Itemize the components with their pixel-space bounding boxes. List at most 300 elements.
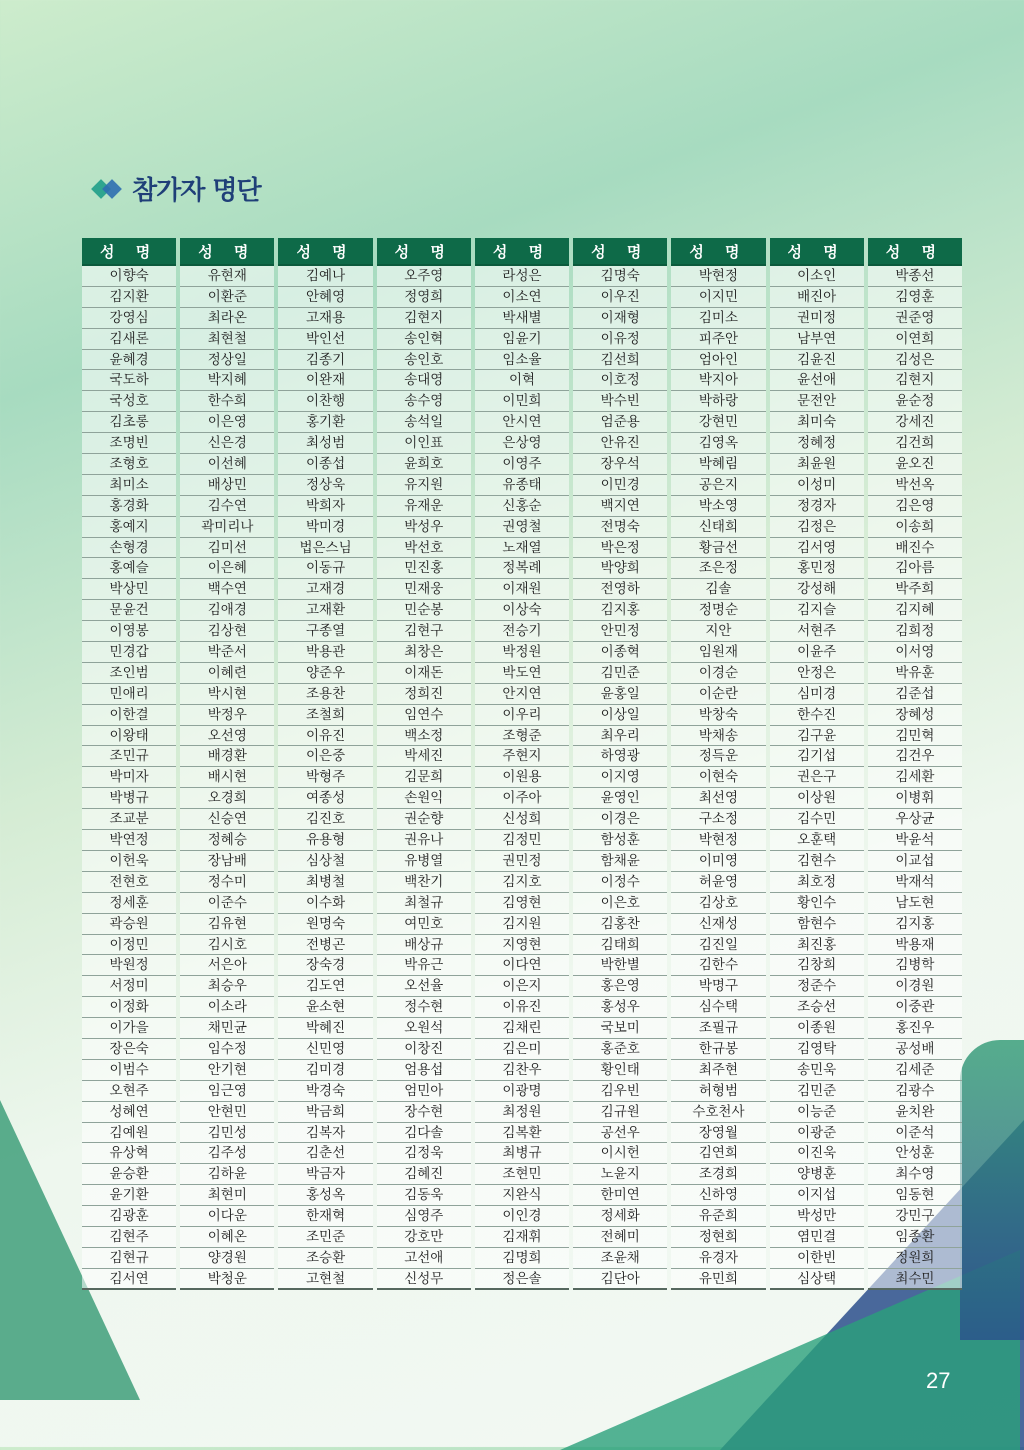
participant-name-cell: 이가을 xyxy=(82,1018,176,1039)
participant-name-cell: 이능준 xyxy=(770,1102,864,1123)
participant-name-cell: 이종원 xyxy=(770,1018,864,1039)
roster-column xyxy=(377,238,471,1290)
participant-name-cell: 이종섭 xyxy=(278,454,372,475)
participant-name-cell: 김시호 xyxy=(180,935,274,956)
participant-name-cell: 조현민 xyxy=(475,1164,569,1185)
participant-name-cell: 김문희 xyxy=(377,767,471,788)
participant-name-cell: 윤혜경 xyxy=(82,350,176,371)
participant-name-cell: 김현지 xyxy=(868,370,962,391)
participant-name-cell: 배진수 xyxy=(868,538,962,559)
column-header: 성 명 xyxy=(671,238,765,266)
participant-name-cell: 박채송 xyxy=(671,726,765,747)
participant-name-cell: 이소연 xyxy=(475,287,569,308)
participant-name-cell: 이정민 xyxy=(82,935,176,956)
participant-name-cell: 여종성 xyxy=(278,788,372,809)
participant-name-cell: 이원용 xyxy=(475,767,569,788)
participant-name-cell: 박재석 xyxy=(868,872,962,893)
participant-name-cell: 김혜진 xyxy=(377,1164,471,1185)
participant-name-cell: 이혁 xyxy=(475,370,569,391)
participant-name-cell: 이헌욱 xyxy=(82,851,176,872)
participant-name-cell: 김새론 xyxy=(82,329,176,350)
participant-name-cell: 이교섭 xyxy=(868,851,962,872)
participant-name-cell: 조승선 xyxy=(770,997,864,1018)
participant-name-cell: 김광수 xyxy=(868,1081,962,1102)
participant-name-cell: 정득운 xyxy=(671,746,765,767)
participant-name-cell: 박지혜 xyxy=(180,370,274,391)
participant-name-cell: 조철희 xyxy=(278,705,372,726)
participant-name-cell: 오현주 xyxy=(82,1081,176,1102)
participant-name-cell: 김지홍 xyxy=(868,914,962,935)
participant-name-cell: 김춘선 xyxy=(278,1143,372,1164)
participant-name-cell: 권준영 xyxy=(868,308,962,329)
participant-name-cell: 김동욱 xyxy=(377,1185,471,1206)
participant-name-cell: 이유진 xyxy=(475,997,569,1018)
participant-name-cell: 이호정 xyxy=(573,370,667,391)
participant-name-cell: 김초롱 xyxy=(82,412,176,433)
participant-name-cell: 고재경 xyxy=(278,579,372,600)
participant-name-cell: 이환준 xyxy=(180,287,274,308)
participant-name-cell: 박금자 xyxy=(278,1164,372,1185)
participant-name-cell: 민순봉 xyxy=(377,600,471,621)
participant-name-cell: 이정화 xyxy=(82,997,176,1018)
participant-name-cell: 박연정 xyxy=(82,830,176,851)
participant-name-cell: 박시현 xyxy=(180,684,274,705)
participant-name-cell: 신은경 xyxy=(180,433,274,454)
participant-name-cell: 심수택 xyxy=(671,997,765,1018)
participant-name-cell: 안시연 xyxy=(475,412,569,433)
participant-name-cell: 유병열 xyxy=(377,851,471,872)
participant-name-cell: 신하영 xyxy=(671,1185,765,1206)
participant-name-cell: 유민희 xyxy=(671,1269,765,1290)
participant-name-cell: 김진일 xyxy=(671,935,765,956)
participant-name-cell: 최미숙 xyxy=(770,412,864,433)
participant-name-cell: 남도현 xyxy=(868,893,962,914)
participant-name-cell: 법은스님 xyxy=(278,538,372,559)
participant-name-cell: 이은중 xyxy=(278,746,372,767)
participant-name-cell: 고선애 xyxy=(377,1248,471,1269)
participant-name-cell: 김지홍 xyxy=(573,600,667,621)
participant-name-cell: 서현주 xyxy=(770,621,864,642)
participant-name-cell: 백소정 xyxy=(377,726,471,747)
participant-name-cell: 김종기 xyxy=(278,350,372,371)
participant-name-cell: 안정은 xyxy=(770,663,864,684)
participant-name-cell: 박선옥 xyxy=(868,475,962,496)
participant-name-cell: 권유나 xyxy=(377,830,471,851)
participant-name-cell: 이인경 xyxy=(475,1206,569,1227)
participant-name-cell: 이지섭 xyxy=(770,1185,864,1206)
participant-name-cell: 이재형 xyxy=(573,308,667,329)
participant-name-cell: 이영주 xyxy=(475,454,569,475)
participant-name-cell: 강민구 xyxy=(868,1206,962,1227)
participant-name-cell: 이미영 xyxy=(671,851,765,872)
participant-name-cell: 성혜연 xyxy=(82,1102,176,1123)
participant-name-cell: 문전안 xyxy=(770,391,864,412)
participant-name-cell: 유용형 xyxy=(278,830,372,851)
participant-name-cell: 박종선 xyxy=(868,266,962,287)
participant-name-cell: 송민욱 xyxy=(770,1060,864,1081)
participant-name-cell: 안혜영 xyxy=(278,287,372,308)
participant-name-cell: 박주희 xyxy=(868,579,962,600)
participant-name-cell: 한미연 xyxy=(573,1185,667,1206)
participant-name-cell: 박새별 xyxy=(475,308,569,329)
participant-name-cell: 안기현 xyxy=(180,1060,274,1081)
participant-name-cell: 유경자 xyxy=(671,1248,765,1269)
column-header: 성 명 xyxy=(82,238,176,266)
participant-name-cell: 김수민 xyxy=(770,809,864,830)
participant-name-cell: 이광명 xyxy=(475,1081,569,1102)
participant-name-cell: 지완식 xyxy=(475,1185,569,1206)
participant-roster-table xyxy=(82,238,962,1290)
participant-name-cell: 신태희 xyxy=(671,517,765,538)
participant-name-cell: 김현주 xyxy=(82,1227,176,1248)
participant-name-cell: 안민정 xyxy=(573,621,667,642)
participant-name-cell: 양준우 xyxy=(278,663,372,684)
participant-name-cell: 유상혁 xyxy=(82,1143,176,1164)
participant-name-cell: 구종열 xyxy=(278,621,372,642)
participant-name-cell: 박용관 xyxy=(278,642,372,663)
participant-name-cell: 정준수 xyxy=(770,976,864,997)
participant-name-cell: 김유현 xyxy=(180,914,274,935)
participant-name-cell: 전혜미 xyxy=(573,1227,667,1248)
participant-name-cell: 홍기환 xyxy=(278,412,372,433)
participant-name-cell: 수호천사 xyxy=(671,1102,765,1123)
participant-name-cell: 권영철 xyxy=(475,517,569,538)
participant-name-cell: 임수정 xyxy=(180,1039,274,1060)
participant-name-cell: 김태희 xyxy=(573,935,667,956)
participant-name-cell: 허윤영 xyxy=(671,872,765,893)
participant-name-cell: 엄아인 xyxy=(671,350,765,371)
participant-name-cell: 민경갑 xyxy=(82,642,176,663)
participant-name-cell: 전영하 xyxy=(573,579,667,600)
participant-name-cell: 황인수 xyxy=(770,893,864,914)
participant-name-cell: 피주안 xyxy=(671,329,765,350)
participant-name-cell: 김수연 xyxy=(180,496,274,517)
participant-name-cell: 곽미리나 xyxy=(180,517,274,538)
participant-name-cell: 이인표 xyxy=(377,433,471,454)
participant-name-cell: 윤선애 xyxy=(770,370,864,391)
participant-name-cell: 박상민 xyxy=(82,579,176,600)
participant-name-cell: 최병철 xyxy=(278,872,372,893)
participant-name-cell: 조승환 xyxy=(278,1248,372,1269)
participant-name-cell: 윤치완 xyxy=(868,1102,962,1123)
participant-name-cell: 장수현 xyxy=(377,1102,471,1123)
participant-name-cell: 심영주 xyxy=(377,1206,471,1227)
participant-name-cell: 이은호 xyxy=(573,893,667,914)
participant-name-cell: 남부연 xyxy=(770,329,864,350)
participant-name-cell: 김연희 xyxy=(671,1143,765,1164)
participant-name-cell: 김희정 xyxy=(868,621,962,642)
participant-name-cell: 서은아 xyxy=(180,955,274,976)
participant-name-cell: 엄용섭 xyxy=(377,1060,471,1081)
participant-name-cell: 서정미 xyxy=(82,976,176,997)
participant-name-cell: 김민준 xyxy=(770,1081,864,1102)
participant-name-cell: 윤기환 xyxy=(82,1185,176,1206)
participant-name-cell: 이송희 xyxy=(868,517,962,538)
participant-name-cell: 최호정 xyxy=(770,872,864,893)
participant-name-cell: 윤순정 xyxy=(868,391,962,412)
participant-name-cell: 장은숙 xyxy=(82,1039,176,1060)
participant-name-cell: 김홍찬 xyxy=(573,914,667,935)
participant-name-cell: 최우리 xyxy=(573,726,667,747)
participant-name-cell: 신홍순 xyxy=(475,496,569,517)
participant-name-cell: 김예원 xyxy=(82,1123,176,1144)
participant-name-cell: 전명숙 xyxy=(573,517,667,538)
participant-name-cell: 강성해 xyxy=(770,579,864,600)
participant-name-cell: 김복자 xyxy=(278,1123,372,1144)
participant-name-cell: 김은미 xyxy=(475,1039,569,1060)
participant-name-cell: 박미자 xyxy=(82,767,176,788)
participant-name-cell: 양병훈 xyxy=(770,1164,864,1185)
participant-name-cell: 정경자 xyxy=(770,496,864,517)
participant-name-cell: 조민규 xyxy=(82,746,176,767)
participant-name-cell: 라성은 xyxy=(475,266,569,287)
participant-name-cell: 이우리 xyxy=(475,705,569,726)
participant-name-cell: 이혜련 xyxy=(180,663,274,684)
participant-name-cell: 국도하 xyxy=(82,370,176,391)
participant-name-cell: 한수진 xyxy=(770,705,864,726)
participant-name-cell: 이유진 xyxy=(278,726,372,747)
participant-name-cell: 전현호 xyxy=(82,872,176,893)
participant-name-cell: 김복환 xyxy=(475,1123,569,1144)
participant-name-cell: 김지슬 xyxy=(770,600,864,621)
participant-name-cell: 김채린 xyxy=(475,1018,569,1039)
participant-name-cell: 정복례 xyxy=(475,558,569,579)
column-header: 성 명 xyxy=(573,238,667,266)
participant-name-cell: 박희자 xyxy=(278,496,372,517)
participant-name-cell: 한수희 xyxy=(180,391,274,412)
column-header: 성 명 xyxy=(278,238,372,266)
participant-name-cell: 이선혜 xyxy=(180,454,274,475)
participant-name-cell: 이동규 xyxy=(278,558,372,579)
participant-name-cell: 최승우 xyxy=(180,976,274,997)
participant-name-cell: 이준석 xyxy=(868,1123,962,1144)
participant-name-cell: 고현철 xyxy=(278,1269,372,1290)
participant-name-cell: 김미소 xyxy=(671,308,765,329)
participant-name-cell: 민재웅 xyxy=(377,579,471,600)
participant-name-cell: 김정욱 xyxy=(377,1143,471,1164)
participant-name-cell: 임연수 xyxy=(377,705,471,726)
participant-name-cell: 임근영 xyxy=(180,1081,274,1102)
participant-name-cell: 엄민아 xyxy=(377,1081,471,1102)
participant-name-cell: 심미경 xyxy=(770,684,864,705)
participant-name-cell: 안현민 xyxy=(180,1102,274,1123)
participant-name-cell: 정명순 xyxy=(671,600,765,621)
participant-name-cell: 박정원 xyxy=(475,642,569,663)
participant-name-cell: 김은영 xyxy=(868,496,962,517)
participant-name-cell: 김건우 xyxy=(868,746,962,767)
page-number: 27 xyxy=(926,1368,951,1393)
participant-name-cell: 강세진 xyxy=(868,412,962,433)
participant-name-cell: 김규원 xyxy=(573,1102,667,1123)
participant-name-cell: 홍민정 xyxy=(770,558,864,579)
participant-name-cell: 이유정 xyxy=(573,329,667,350)
participant-name-cell: 최정원 xyxy=(475,1102,569,1123)
participant-name-cell: 이재원 xyxy=(475,579,569,600)
participant-name-cell: 손형경 xyxy=(82,538,176,559)
participant-name-cell: 송석일 xyxy=(377,412,471,433)
participant-name-cell: 김예나 xyxy=(278,266,372,287)
column-header: 성 명 xyxy=(377,238,471,266)
participant-name-cell: 박병규 xyxy=(82,788,176,809)
participant-name-cell: 박하랑 xyxy=(671,391,765,412)
participant-name-cell: 홍경화 xyxy=(82,496,176,517)
participant-name-cell: 김세준 xyxy=(868,1060,962,1081)
participant-name-cell: 이수화 xyxy=(278,893,372,914)
participant-name-cell: 김민준 xyxy=(573,663,667,684)
participant-name-cell: 배시현 xyxy=(180,767,274,788)
participant-name-cell: 김한수 xyxy=(671,955,765,976)
participant-name-cell: 김세환 xyxy=(868,767,962,788)
participant-name-cell: 신성무 xyxy=(377,1269,471,1290)
participant-name-cell: 이영봉 xyxy=(82,621,176,642)
participant-name-cell: 김창희 xyxy=(770,955,864,976)
participant-name-cell: 배경환 xyxy=(180,746,274,767)
participant-name-cell: 박준서 xyxy=(180,642,274,663)
participant-name-cell: 박혜림 xyxy=(671,454,765,475)
participant-name-cell: 정상욱 xyxy=(278,475,372,496)
participant-name-cell: 송수영 xyxy=(377,391,471,412)
participant-name-cell: 전승기 xyxy=(475,621,569,642)
participant-name-cell: 오선율 xyxy=(377,976,471,997)
participant-name-cell: 조교분 xyxy=(82,809,176,830)
participant-name-cell: 정희진 xyxy=(377,684,471,705)
participant-name-cell: 한재혁 xyxy=(278,1206,372,1227)
participant-name-cell: 조민준 xyxy=(278,1227,372,1248)
participant-name-cell: 박청운 xyxy=(180,1269,274,1290)
participant-name-cell: 정원희 xyxy=(868,1248,962,1269)
participant-name-cell: 오주영 xyxy=(377,266,471,287)
participant-name-cell: 함채윤 xyxy=(573,851,667,872)
participant-name-cell: 이중관 xyxy=(868,997,962,1018)
participant-name-cell: 김민성 xyxy=(180,1123,274,1144)
participant-name-cell: 박성우 xyxy=(377,517,471,538)
participant-name-cell: 이민희 xyxy=(475,391,569,412)
participant-name-cell: 최현철 xyxy=(180,329,274,350)
participant-name-cell: 권은구 xyxy=(770,767,864,788)
participant-name-cell: 배상민 xyxy=(180,475,274,496)
participant-name-cell: 이상숙 xyxy=(475,600,569,621)
participant-name-cell: 김광훈 xyxy=(82,1206,176,1227)
page-title: 참가자 명단 xyxy=(132,176,261,206)
participant-name-cell: 이경은 xyxy=(573,809,667,830)
participant-name-cell: 손원익 xyxy=(377,788,471,809)
participant-name-cell: 김정은 xyxy=(770,517,864,538)
participant-name-cell: 윤희호 xyxy=(377,454,471,475)
participant-name-cell: 이서영 xyxy=(868,642,962,663)
participant-name-cell: 박소영 xyxy=(671,496,765,517)
participant-name-cell: 정혜승 xyxy=(180,830,274,851)
participant-name-cell: 정세훈 xyxy=(82,893,176,914)
participant-name-cell: 최주현 xyxy=(671,1060,765,1081)
participant-name-cell: 홍성우 xyxy=(573,997,667,1018)
participant-name-cell: 함현수 xyxy=(770,914,864,935)
participant-name-cell: 안유진 xyxy=(573,433,667,454)
participant-name-cell: 박한별 xyxy=(573,955,667,976)
participant-name-cell: 조용찬 xyxy=(278,684,372,705)
participant-name-cell: 유종태 xyxy=(475,475,569,496)
participant-name-cell: 송대영 xyxy=(377,370,471,391)
participant-name-cell: 김서연 xyxy=(82,1269,176,1290)
participant-name-cell: 박미경 xyxy=(278,517,372,538)
participant-name-cell: 김재휘 xyxy=(475,1227,569,1248)
participant-name-cell: 이민경 xyxy=(573,475,667,496)
participant-name-cell: 이혜온 xyxy=(180,1227,274,1248)
participant-name-cell: 김명희 xyxy=(475,1248,569,1269)
participant-name-cell: 강호만 xyxy=(377,1227,471,1248)
participant-name-cell: 이지영 xyxy=(573,767,667,788)
participant-name-cell: 김솔 xyxy=(671,579,765,600)
participant-name-cell: 노재열 xyxy=(475,538,569,559)
participant-name-cell: 이경순 xyxy=(671,663,765,684)
column-header: 성 명 xyxy=(770,238,864,266)
participant-name-cell: 정영희 xyxy=(377,287,471,308)
roster-column xyxy=(82,238,176,1290)
participant-name-cell: 이윤주 xyxy=(770,642,864,663)
participant-name-cell: 홍은영 xyxy=(573,976,667,997)
participant-name-cell: 고재용 xyxy=(278,308,372,329)
participant-name-cell: 권미정 xyxy=(770,308,864,329)
participant-name-cell: 은상영 xyxy=(475,433,569,454)
participant-name-cell: 함성훈 xyxy=(573,830,667,851)
participant-name-cell: 염민결 xyxy=(770,1227,864,1248)
participant-name-cell: 이완재 xyxy=(278,370,372,391)
participant-name-cell: 백지연 xyxy=(573,496,667,517)
participant-name-cell: 정은솔 xyxy=(475,1269,569,1290)
participant-name-cell: 곽승원 xyxy=(82,914,176,935)
participant-name-cell: 박창숙 xyxy=(671,705,765,726)
participant-name-cell: 권민정 xyxy=(475,851,569,872)
participant-name-cell: 김기섭 xyxy=(770,746,864,767)
participant-name-cell: 박성만 xyxy=(770,1206,864,1227)
participant-name-cell: 이소라 xyxy=(180,997,274,1018)
participant-name-cell: 김주성 xyxy=(180,1143,274,1164)
participant-name-cell: 우상균 xyxy=(868,809,962,830)
participant-name-cell: 최수영 xyxy=(868,1164,962,1185)
participant-name-cell: 이다운 xyxy=(180,1206,274,1227)
participant-name-cell: 안지연 xyxy=(475,684,569,705)
participant-name-cell: 김지혜 xyxy=(868,600,962,621)
participant-name-cell: 유현재 xyxy=(180,266,274,287)
participant-name-cell: 이은혜 xyxy=(180,558,274,579)
participant-name-cell: 김애경 xyxy=(180,600,274,621)
participant-name-cell: 김미경 xyxy=(278,1060,372,1081)
column-header: 성 명 xyxy=(475,238,569,266)
page-header xyxy=(92,170,261,207)
participant-name-cell: 이주아 xyxy=(475,788,569,809)
participant-name-cell: 이진욱 xyxy=(770,1143,864,1164)
participant-name-cell: 박은정 xyxy=(573,538,667,559)
participant-name-cell: 송인혁 xyxy=(377,329,471,350)
participant-name-cell: 백수연 xyxy=(180,579,274,600)
column-header: 성 명 xyxy=(868,238,962,266)
participant-name-cell: 홍성옥 xyxy=(278,1185,372,1206)
participant-name-cell: 유지원 xyxy=(377,475,471,496)
participant-name-cell: 김현구 xyxy=(377,621,471,642)
participant-name-cell: 김병학 xyxy=(868,955,962,976)
participant-name-cell: 안성훈 xyxy=(868,1143,962,1164)
participant-name-cell: 전병곤 xyxy=(278,935,372,956)
participant-name-cell: 이우진 xyxy=(573,287,667,308)
participant-name-cell: 김진호 xyxy=(278,809,372,830)
participant-name-cell: 지영현 xyxy=(475,935,569,956)
participant-name-cell: 이한결 xyxy=(82,705,176,726)
participant-name-cell: 공선우 xyxy=(573,1123,667,1144)
participant-name-cell: 박양희 xyxy=(573,558,667,579)
participant-name-cell: 이창진 xyxy=(377,1039,471,1060)
participant-name-cell: 장혜성 xyxy=(868,705,962,726)
participant-name-cell: 심상택 xyxy=(770,1269,864,1290)
participant-name-cell: 박수빈 xyxy=(573,391,667,412)
